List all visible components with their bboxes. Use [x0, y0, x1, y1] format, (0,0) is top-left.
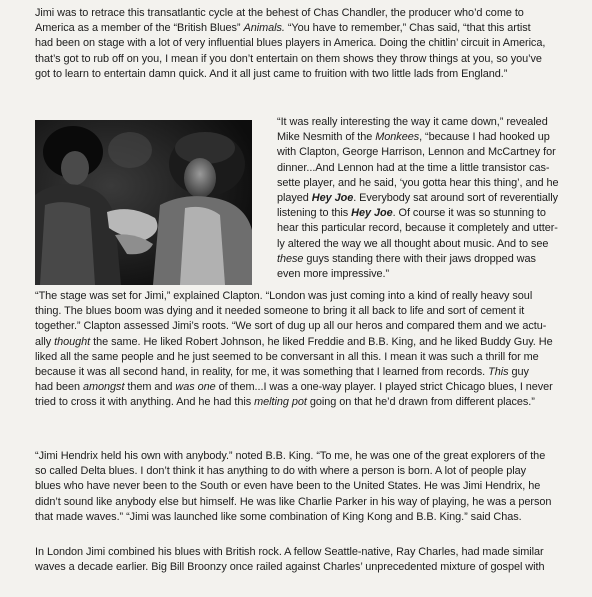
- text-line: these guys standing there with their jaws dropped was: [277, 252, 536, 265]
- text-line: hear this particular record, because it completely and utter-: [277, 222, 558, 235]
- text-line: together.” Clapton assessed Jimi’s roots. “We sort of dug up all our heros and compared them and we actu-: [35, 320, 547, 333]
- text-line: “The stage was set for Jimi,” explained Clapton. “London was just coming into a kind of really heavy soul: [35, 290, 533, 302]
- text-line: liked all the same people and he just seemed to be conversant in all this. I mean it was such a thrill for me: [35, 350, 539, 363]
- text-line: tried to cross it with anything. And he had this melting pot going on that he’d drawn from different places.”: [35, 396, 535, 409]
- text-line: that made waves.” “Jimi was launched like some combination of King Kong and B.B. King.” said Chas.: [35, 510, 522, 523]
- paragraph-london: [35, 545, 583, 575]
- text-line: thing. The blues boom was dying and it needed someone to bring it all back to life and sort of cement it: [35, 305, 525, 318]
- text-line: didn’t sound like anybody else but himself. He was like Charlie Parker in his way of playing, he was a person: [35, 495, 552, 508]
- paragraph-chandler: [35, 6, 583, 82]
- text-line: with Clapton, George Harrison, Lennon and McCartney for: [277, 146, 556, 159]
- text-line: waves a decade earlier. Big Bill Broonzy once railed against Charles’ unprecedented mixture of gospel with: [35, 561, 545, 574]
- paragraph-bb-king: [35, 449, 583, 525]
- text-line: blues who have never been to the South or even have been to the United States. He was Jimi Hendrix, he: [35, 480, 541, 493]
- text-line: had been amongst them and was one of them...I was a one-way player. I played strict Chicago blues, I never: [35, 381, 553, 394]
- text-line: Mike Nesmith of the Monkees, “because I had hooked up: [277, 131, 550, 144]
- photo-hendrix-clapton: [35, 120, 252, 285]
- paragraph-clapton: [35, 289, 583, 411]
- text-line: sette player, and he said, ‘you gotta hear this thing’, and he: [277, 176, 559, 189]
- text-line: “Jimi Hendrix held his own with anybody.” noted B.B. King. “To me, he was one of the great explorers of the: [35, 450, 546, 462]
- paragraph-nesmith: [277, 115, 577, 282]
- photo-image: [35, 120, 252, 285]
- text-line: dinner...And Lennon had at the time a little transistor cas-: [277, 161, 550, 174]
- text-line: America as a member of the “British Blues” Animals. “You have to remember,” Chas said, “that this artist: [35, 22, 531, 35]
- text-line: that’s got to rub off on you, I mean if you don’t entertain on them shows they throw things at you, so you’ve: [35, 52, 542, 65]
- text-line: because it was all second hand, in reality, for me, it was something that I learned from records. This guy: [35, 366, 529, 379]
- text-line: listening to this Hey Joe. Of course it was so stunning to: [277, 207, 546, 220]
- text-line: ally thought the same. He liked Robert Johnson, he liked Freddie and B.B. King, and he liked Buddy Guy. He: [35, 335, 553, 348]
- text-line: “It was really interesting the way it came down,” revealed: [277, 116, 548, 128]
- text-line: In London Jimi combined his blues with British rock. A fellow Seattle-native, Ray Charles, had made similar: [35, 546, 544, 558]
- text-line: got to learn to entertain damn quick. And it all just came to fruition with two little lads from England.”: [35, 67, 508, 80]
- text-line: Jimi was to retrace this transatlantic cycle at the behest of Chas Chandler, the producer who’d come to: [35, 7, 524, 19]
- text-line: even more impressive.”: [277, 268, 390, 281]
- text-line: played Hey Joe. Everybody sat around sort of reverentially: [277, 192, 559, 205]
- text-line: had been on stage with a lot of very influential blues players in America. Doing the chitlin’ circuit in America,: [35, 37, 546, 50]
- text-line: ly altered the way we all thought about music. And to see: [277, 237, 549, 250]
- text-line: so called Delta blues. I don’t think it has anything to do with where a person is born. A lot of people play: [35, 465, 527, 478]
